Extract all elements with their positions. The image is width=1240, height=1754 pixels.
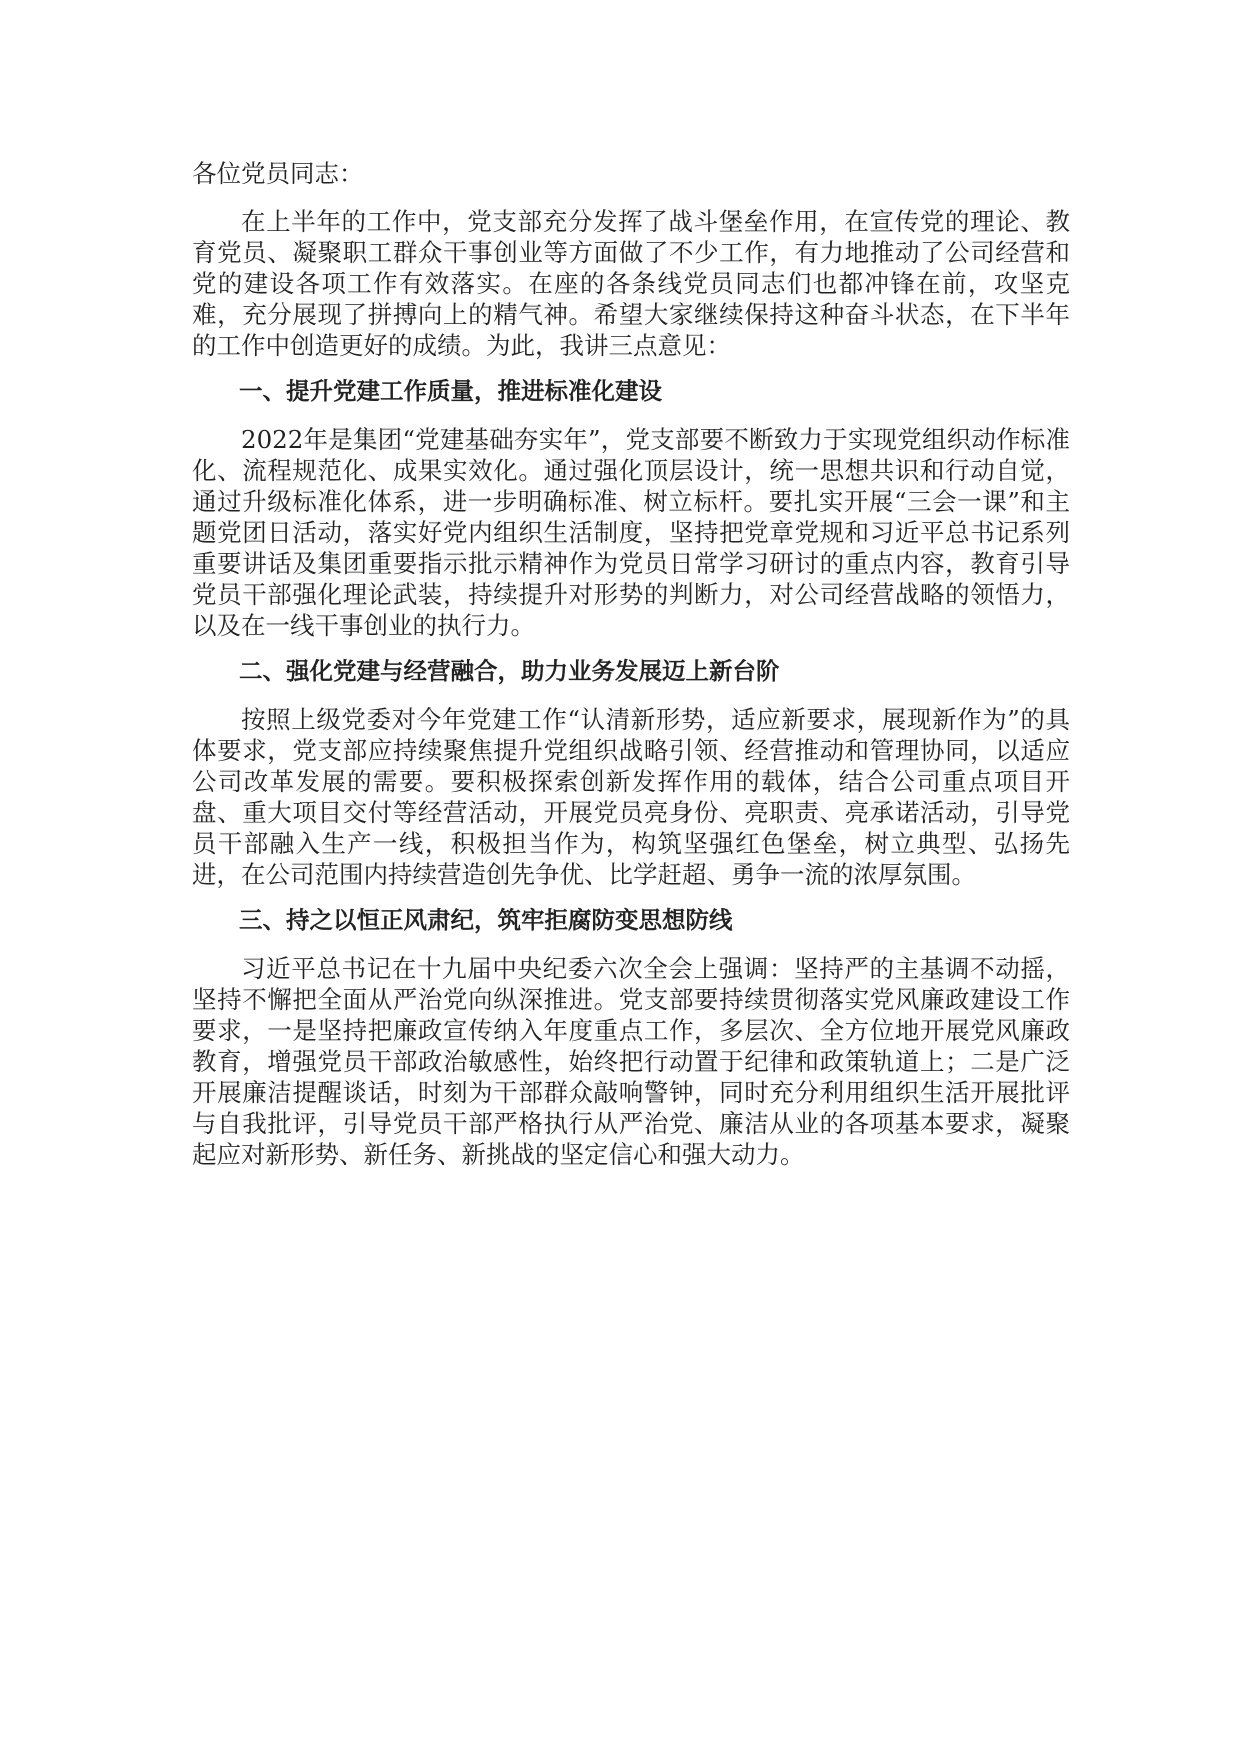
section-1-heading: 一、提升党建工作质量，推进标准化建设 <box>239 377 662 405</box>
section-3-heading: 三、持之以恒正风肃纪，筑牢拒腐防变思想防线 <box>239 906 733 934</box>
section-2-body: 按照上级党委对今年党建工作“认清新形势，适应新要求，展现新作为”的具体要求，党支部应持续聚焦提升党组织战略引领、经营推动和管理协同，以适应公司改革发展的需要。要积极探索创新发挥作用的载体，结合公司重点项目开盘、重大项目交付等经营活动，开展党员亮身份、亮职责、亮承诺活动，引导党员干部融入生产一线，积极担当作为，构筑坚强红色堡垒，树立典型、弘扬先进，在公司范围内持续营造创先争优、比学赶超、勇争一流的浓厚氛围。 <box>192 705 1071 889</box>
section-3-body: 习近平总书记在十九届中央纪委六次全会上强调：坚持严的主基调不动摇，坚持不懈把全面从严治党向纵深推进。党支部要持续贯彻落实党风廉政建设工作要求，一是坚持把廉政宣传纳入年度重点工作，多层次、全方位地开展党风廉政教育，增强党员干部政治敏感性，始终把行动置于纪律和政策轨道上；二是广泛开展廉洁提醒谈话，时刻为干部群众敲响警钟，同时充分利用组织生活开展批评与自我批评，引导党员干部严格执行从严治党、廉洁从业的各项基本要求，凝聚起应对新形势、新任务、新挑战的坚定信心和强大动力。 <box>192 954 1070 1169</box>
document-body <box>192 158 1070 1185</box>
section-1-body: 2022年是集团“党建基础夯实年”，党支部要不断致力于实现党组织动作标准化、流程规范化、成果实效化。通过强化顶层设计，统一思想共识和行动自觉，通过升级标准化体系，进一步明确标准、树立标杆。要扎实开展“三会一课”和主题党团日活动，落实好党内组织生活制度，坚持把党章党规和习近平总书记系列重要讲话及集团重要指示批示精神作为党员日常学习研讨的重点内容，教育引导党员干部强化理论武装，持续提升对形势的判断力，对公司经营战略的领悟力，以及在一线干事创业的执行力。 <box>192 425 1070 640</box>
section-2-heading: 二、强化党建与经营融合，助力业务发展迈上新台阶 <box>239 657 780 685</box>
salutation: 各位党员同志： <box>192 159 364 188</box>
intro-paragraph: 在上半年的工作中，党支部充分发挥了战斗堡垒作用，在宣传党的理论、教育党员、凝聚职工群众干事创业等方面做了不少工作，有力地推动了公司经营和党的建设各项工作有效落实。在座的各条线党员同志们也都冲锋在前，攻坚克难，充分展现了拼搏向上的精气神。希望大家继续保持这种奋斗状态，在下半年的工作中创造更好的成绩。为此，我讲三点意见： <box>192 207 1070 360</box>
